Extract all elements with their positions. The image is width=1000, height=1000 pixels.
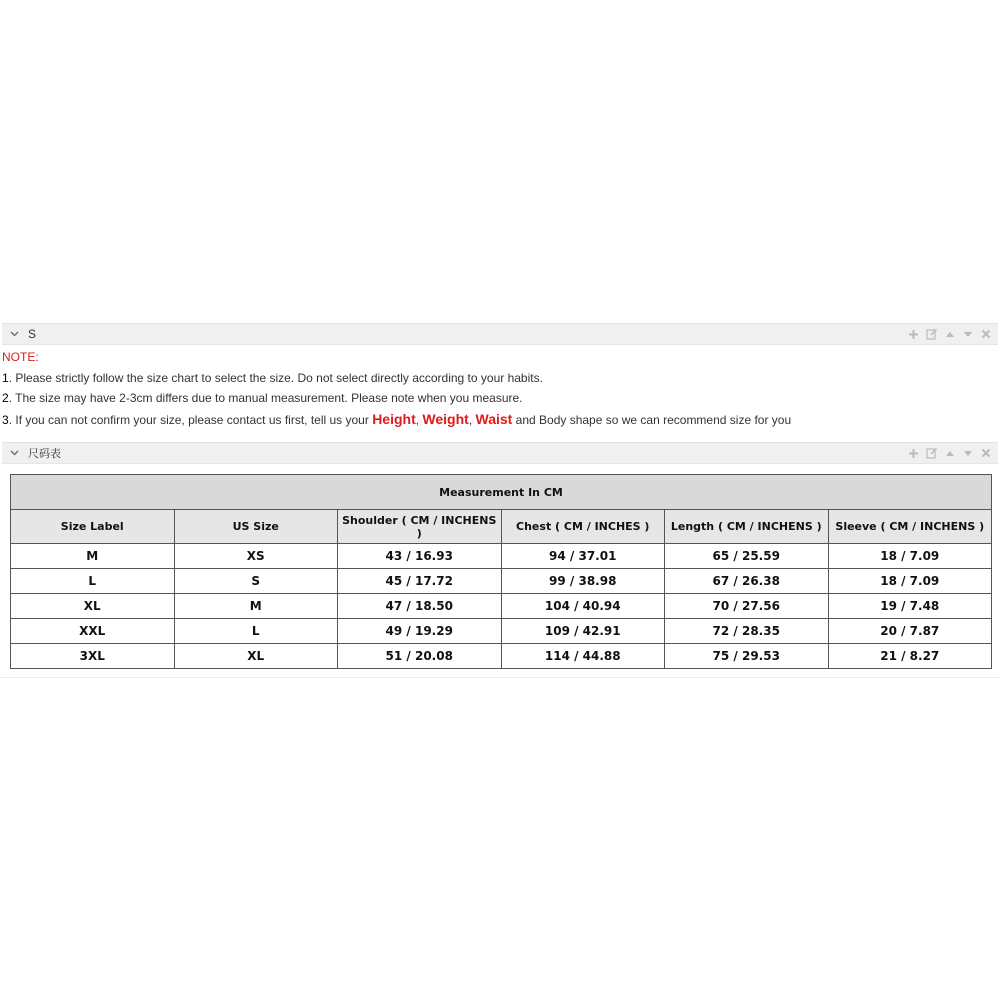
note-line-2 bbox=[2, 388, 992, 409]
note-number: 1 bbox=[2, 370, 9, 385]
table-cell: L bbox=[11, 569, 175, 594]
note-line-1 bbox=[2, 368, 992, 389]
edit-icon[interactable] bbox=[925, 447, 938, 460]
column-header: Sleeve ( CM / INCHENS ) bbox=[828, 510, 992, 544]
section-title: S bbox=[28, 327, 37, 341]
table-row bbox=[11, 619, 992, 644]
table-cell: 49 / 19.29 bbox=[338, 619, 502, 644]
arrow-down-icon[interactable] bbox=[961, 447, 974, 460]
table-row bbox=[11, 544, 992, 569]
highlight-height: Height bbox=[372, 410, 416, 427]
table-cell: 43 / 16.93 bbox=[338, 544, 502, 569]
table-cell: 18 / 7.09 bbox=[828, 569, 992, 594]
highlight-waist: Waist bbox=[475, 410, 513, 427]
plus-icon[interactable] bbox=[907, 328, 920, 341]
chevron-down-icon[interactable] bbox=[9, 448, 19, 458]
column-header: Size Label bbox=[11, 510, 175, 544]
note-line-3 bbox=[2, 409, 992, 430]
notes-block bbox=[2, 347, 992, 429]
table-cell: 99 / 38.98 bbox=[501, 569, 665, 594]
table-cell: 47 / 18.50 bbox=[338, 594, 502, 619]
note-separator: , bbox=[415, 412, 423, 427]
table-cell: 70 / 27.56 bbox=[665, 594, 829, 619]
table-cell: 67 / 26.38 bbox=[665, 569, 829, 594]
section-toolbar bbox=[907, 447, 992, 460]
note-heading: NOTE: bbox=[2, 350, 39, 364]
table-caption: Measurement In CM bbox=[11, 475, 992, 510]
table-cell: 20 / 7.87 bbox=[828, 619, 992, 644]
column-header: US Size bbox=[174, 510, 338, 544]
close-icon[interactable] bbox=[979, 328, 992, 341]
section-toolbar bbox=[907, 328, 992, 341]
table-cell: 19 / 7.48 bbox=[828, 594, 992, 619]
note-text: . If you can not confirm your size, please contact us first, tell us your bbox=[8, 412, 373, 427]
note-number: 3 bbox=[2, 412, 9, 427]
table-cell: 109 / 42.91 bbox=[501, 619, 665, 644]
section-bar-size-chart bbox=[2, 442, 998, 464]
table-cell: XL bbox=[11, 594, 175, 619]
plus-icon[interactable] bbox=[907, 447, 920, 460]
note-separator: , bbox=[468, 412, 476, 427]
table-cell: 45 / 17.72 bbox=[338, 569, 502, 594]
table-cell: S bbox=[174, 569, 338, 594]
table-row bbox=[11, 644, 992, 669]
table-cell: XS bbox=[174, 544, 338, 569]
column-header: Chest ( CM / INCHES ) bbox=[501, 510, 665, 544]
note-text: . Please strictly follow the size chart to select the size. Do not select directly according to your habits. bbox=[8, 370, 543, 385]
table-header-row bbox=[11, 510, 992, 544]
table-row bbox=[11, 594, 992, 619]
arrow-up-icon[interactable] bbox=[943, 447, 956, 460]
edit-icon[interactable] bbox=[925, 328, 938, 341]
arrow-down-icon[interactable] bbox=[961, 328, 974, 341]
table-cell: M bbox=[11, 544, 175, 569]
chevron-down-icon[interactable] bbox=[9, 329, 19, 339]
section-bar-notes bbox=[2, 323, 998, 345]
table-cell: 94 / 37.01 bbox=[501, 544, 665, 569]
table-cell: 21 / 8.27 bbox=[828, 644, 992, 669]
column-header: Shoulder ( CM / INCHENS ) bbox=[338, 510, 502, 544]
table-cell: 104 / 40.94 bbox=[501, 594, 665, 619]
table-cell: 51 / 20.08 bbox=[338, 644, 502, 669]
table-cell: 65 / 25.59 bbox=[665, 544, 829, 569]
column-header: Length ( CM / INCHENS ) bbox=[665, 510, 829, 544]
size-chart-table bbox=[10, 474, 992, 669]
table-row bbox=[11, 569, 992, 594]
note-text: and Body shape so we can recommend size for you bbox=[512, 412, 792, 427]
close-icon[interactable] bbox=[979, 447, 992, 460]
table-cell: 114 / 44.88 bbox=[501, 644, 665, 669]
table-cell: 72 / 28.35 bbox=[665, 619, 829, 644]
note-number: 2 bbox=[2, 391, 9, 405]
divider bbox=[0, 677, 1000, 678]
arrow-up-icon[interactable] bbox=[943, 328, 956, 341]
section-title: 尺码表 bbox=[28, 447, 61, 460]
highlight-weight: Weight bbox=[422, 410, 469, 427]
table-cell: 18 / 7.09 bbox=[828, 544, 992, 569]
table-cell: L bbox=[174, 619, 338, 644]
note-text: . The size may have 2-3cm differs due to manual measurement. Please note when you measure. bbox=[8, 391, 523, 405]
table-cell: 3XL bbox=[11, 644, 175, 669]
table-cell: 75 / 29.53 bbox=[665, 644, 829, 669]
table-cell: XXL bbox=[11, 619, 175, 644]
table-cell: XL bbox=[174, 644, 338, 669]
table-cell: M bbox=[174, 594, 338, 619]
